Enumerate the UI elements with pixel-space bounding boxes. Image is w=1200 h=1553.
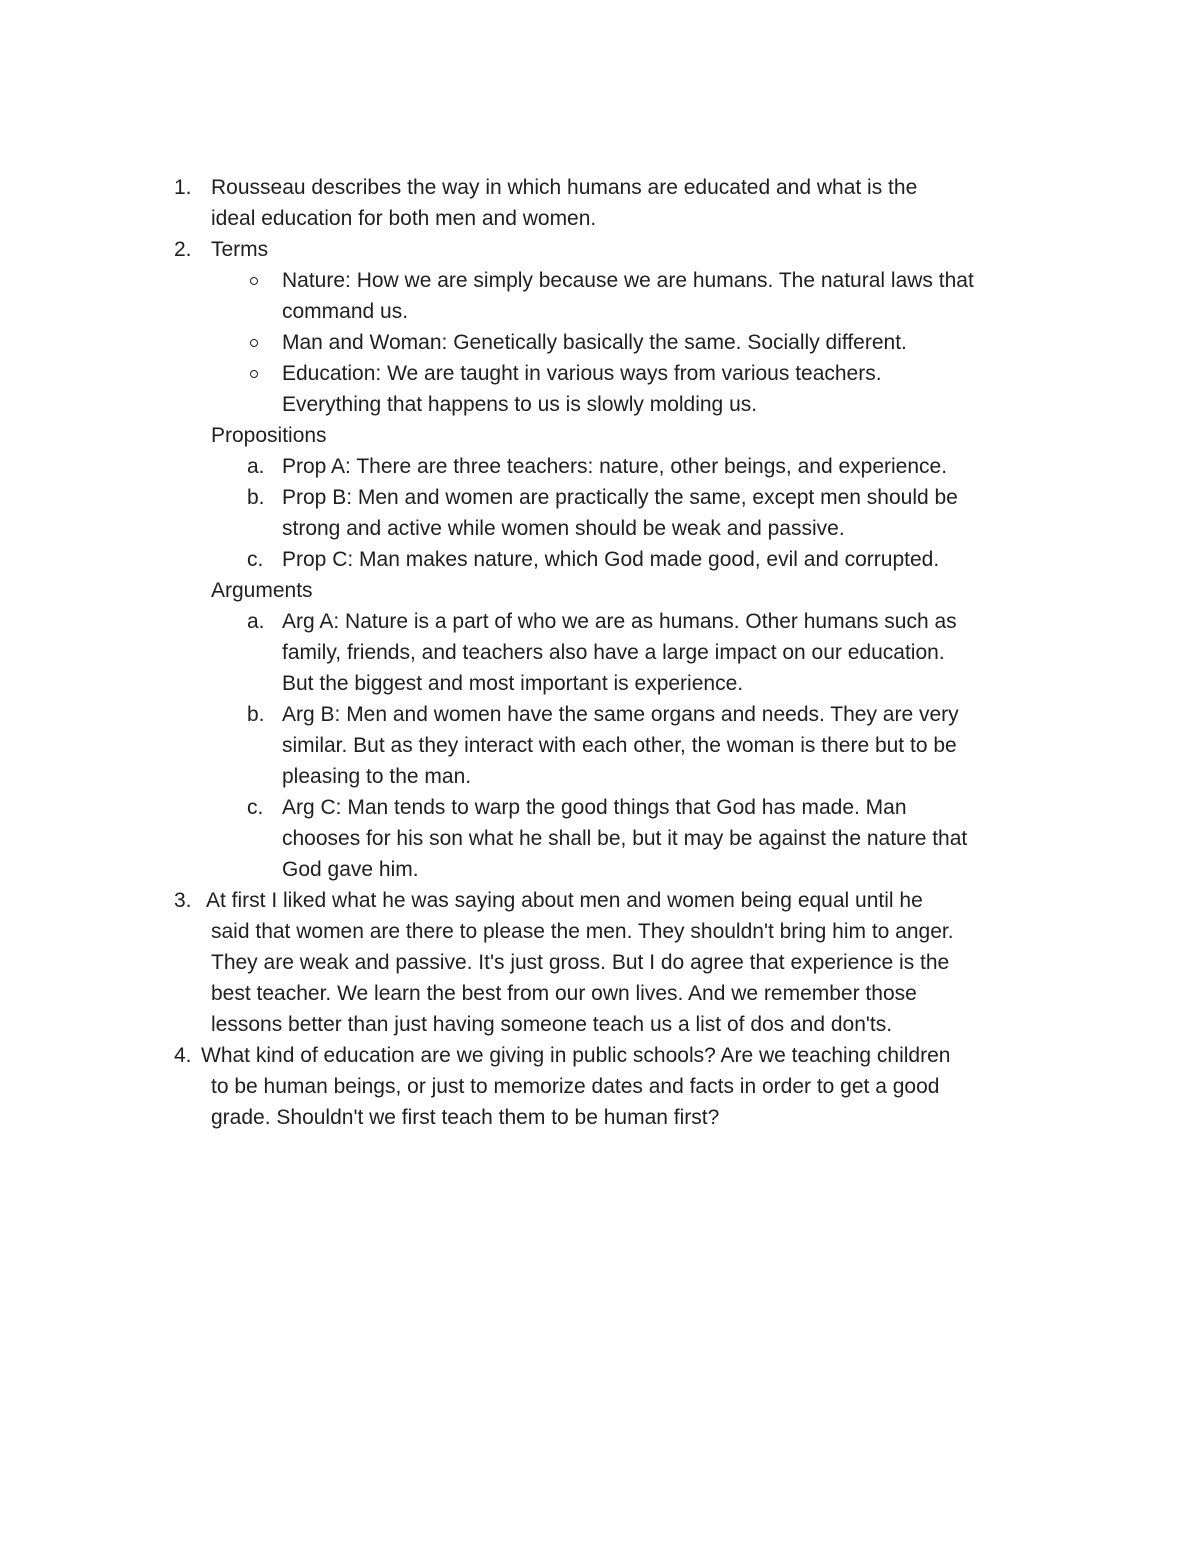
prop-marker-c: c. <box>247 548 264 571</box>
list-number-4: 4. <box>174 1044 192 1067</box>
list-number-1: 1. <box>174 176 192 199</box>
arg-marker-c: c. <box>247 796 264 819</box>
arg-marker-a: a. <box>247 610 265 633</box>
arg-b-line-3: pleasing to the man. <box>282 765 472 788</box>
arg-a-line-3: But the biggest and most important is experience. <box>282 672 744 695</box>
arg-c-line-2: chooses for his son what he shall be, but it may be against the nature that <box>282 827 968 850</box>
term-nature-line-2: command us. <box>282 300 409 323</box>
arg-b-line-2: similar. But as they interact with each other, the woman is there but to be <box>282 734 957 757</box>
prop-marker-a: a. <box>247 455 265 478</box>
item-3-line-2: said that women are there to please the men. They shouldn't bring him to anger. <box>211 920 954 943</box>
bullet-icon <box>250 339 258 347</box>
terms-heading: Terms <box>211 238 269 261</box>
bullet-icon <box>250 370 258 378</box>
arg-b-line-1: Arg B: Men and women have the same organs and needs. They are very <box>282 703 959 726</box>
arg-a-line-1: Arg A: Nature is a part of who we are as humans. Other humans such as <box>282 610 957 633</box>
item-3-line-3: They are weak and passive. It's just gross. But I do agree that experience is the <box>211 951 950 974</box>
item-1-line-1: Rousseau describes the way in which humans are educated and what is the <box>211 176 918 199</box>
item-1-line-2: ideal education for both men and women. <box>211 207 597 230</box>
prop-b-line-1: Prop B: Men and women are practically the same, except men should be <box>282 486 958 509</box>
term-nature-line-1: Nature: How we are simply because we are humans. The natural laws that <box>282 269 974 292</box>
prop-c-line-1: Prop C: Man makes nature, which God made good, evil and corrupted. <box>282 548 940 571</box>
list-number-3: 3. <box>174 889 192 912</box>
term-education-line-1: Education: We are taught in various ways from various teachers. <box>282 362 882 385</box>
item-4-line-1: What kind of education are we giving in public schools? Are we teaching children <box>201 1044 951 1067</box>
term-man-woman-line-1: Man and Woman: Genetically basically the same. Socially different. <box>282 331 907 354</box>
prop-a-line-1: Prop A: There are three teachers: nature, other beings, and experience. <box>282 455 948 478</box>
item-3-line-1: At first I liked what he was saying about men and women being equal until he <box>206 889 923 912</box>
item-4-line-3: grade. Shouldn't we first teach them to be human first? <box>211 1106 720 1129</box>
arg-c-line-3: God gave him. <box>282 858 419 881</box>
arguments-heading: Arguments <box>211 579 313 602</box>
prop-marker-b: b. <box>247 486 265 509</box>
bullet-icon <box>250 277 258 285</box>
arg-a-line-2: family, friends, and teachers also have a large impact on our education. <box>282 641 945 664</box>
propositions-heading: Propositions <box>211 424 327 447</box>
list-number-2: 2. <box>174 238 192 261</box>
term-education-line-2: Everything that happens to us is slowly molding us. <box>282 393 758 416</box>
prop-b-line-2: strong and active while women should be weak and passive. <box>282 517 845 540</box>
item-4-line-2: to be human beings, or just to memorize dates and facts in order to get a good <box>211 1075 940 1098</box>
item-3-line-4: best teacher. We learn the best from our own lives. And we remember those <box>211 982 917 1005</box>
arg-marker-b: b. <box>247 703 265 726</box>
arg-c-line-1: Arg C: Man tends to warp the good things that God has made. Man <box>282 796 907 819</box>
item-3-line-5: lessons better than just having someone teach us a list of dos and don'ts. <box>211 1013 893 1036</box>
